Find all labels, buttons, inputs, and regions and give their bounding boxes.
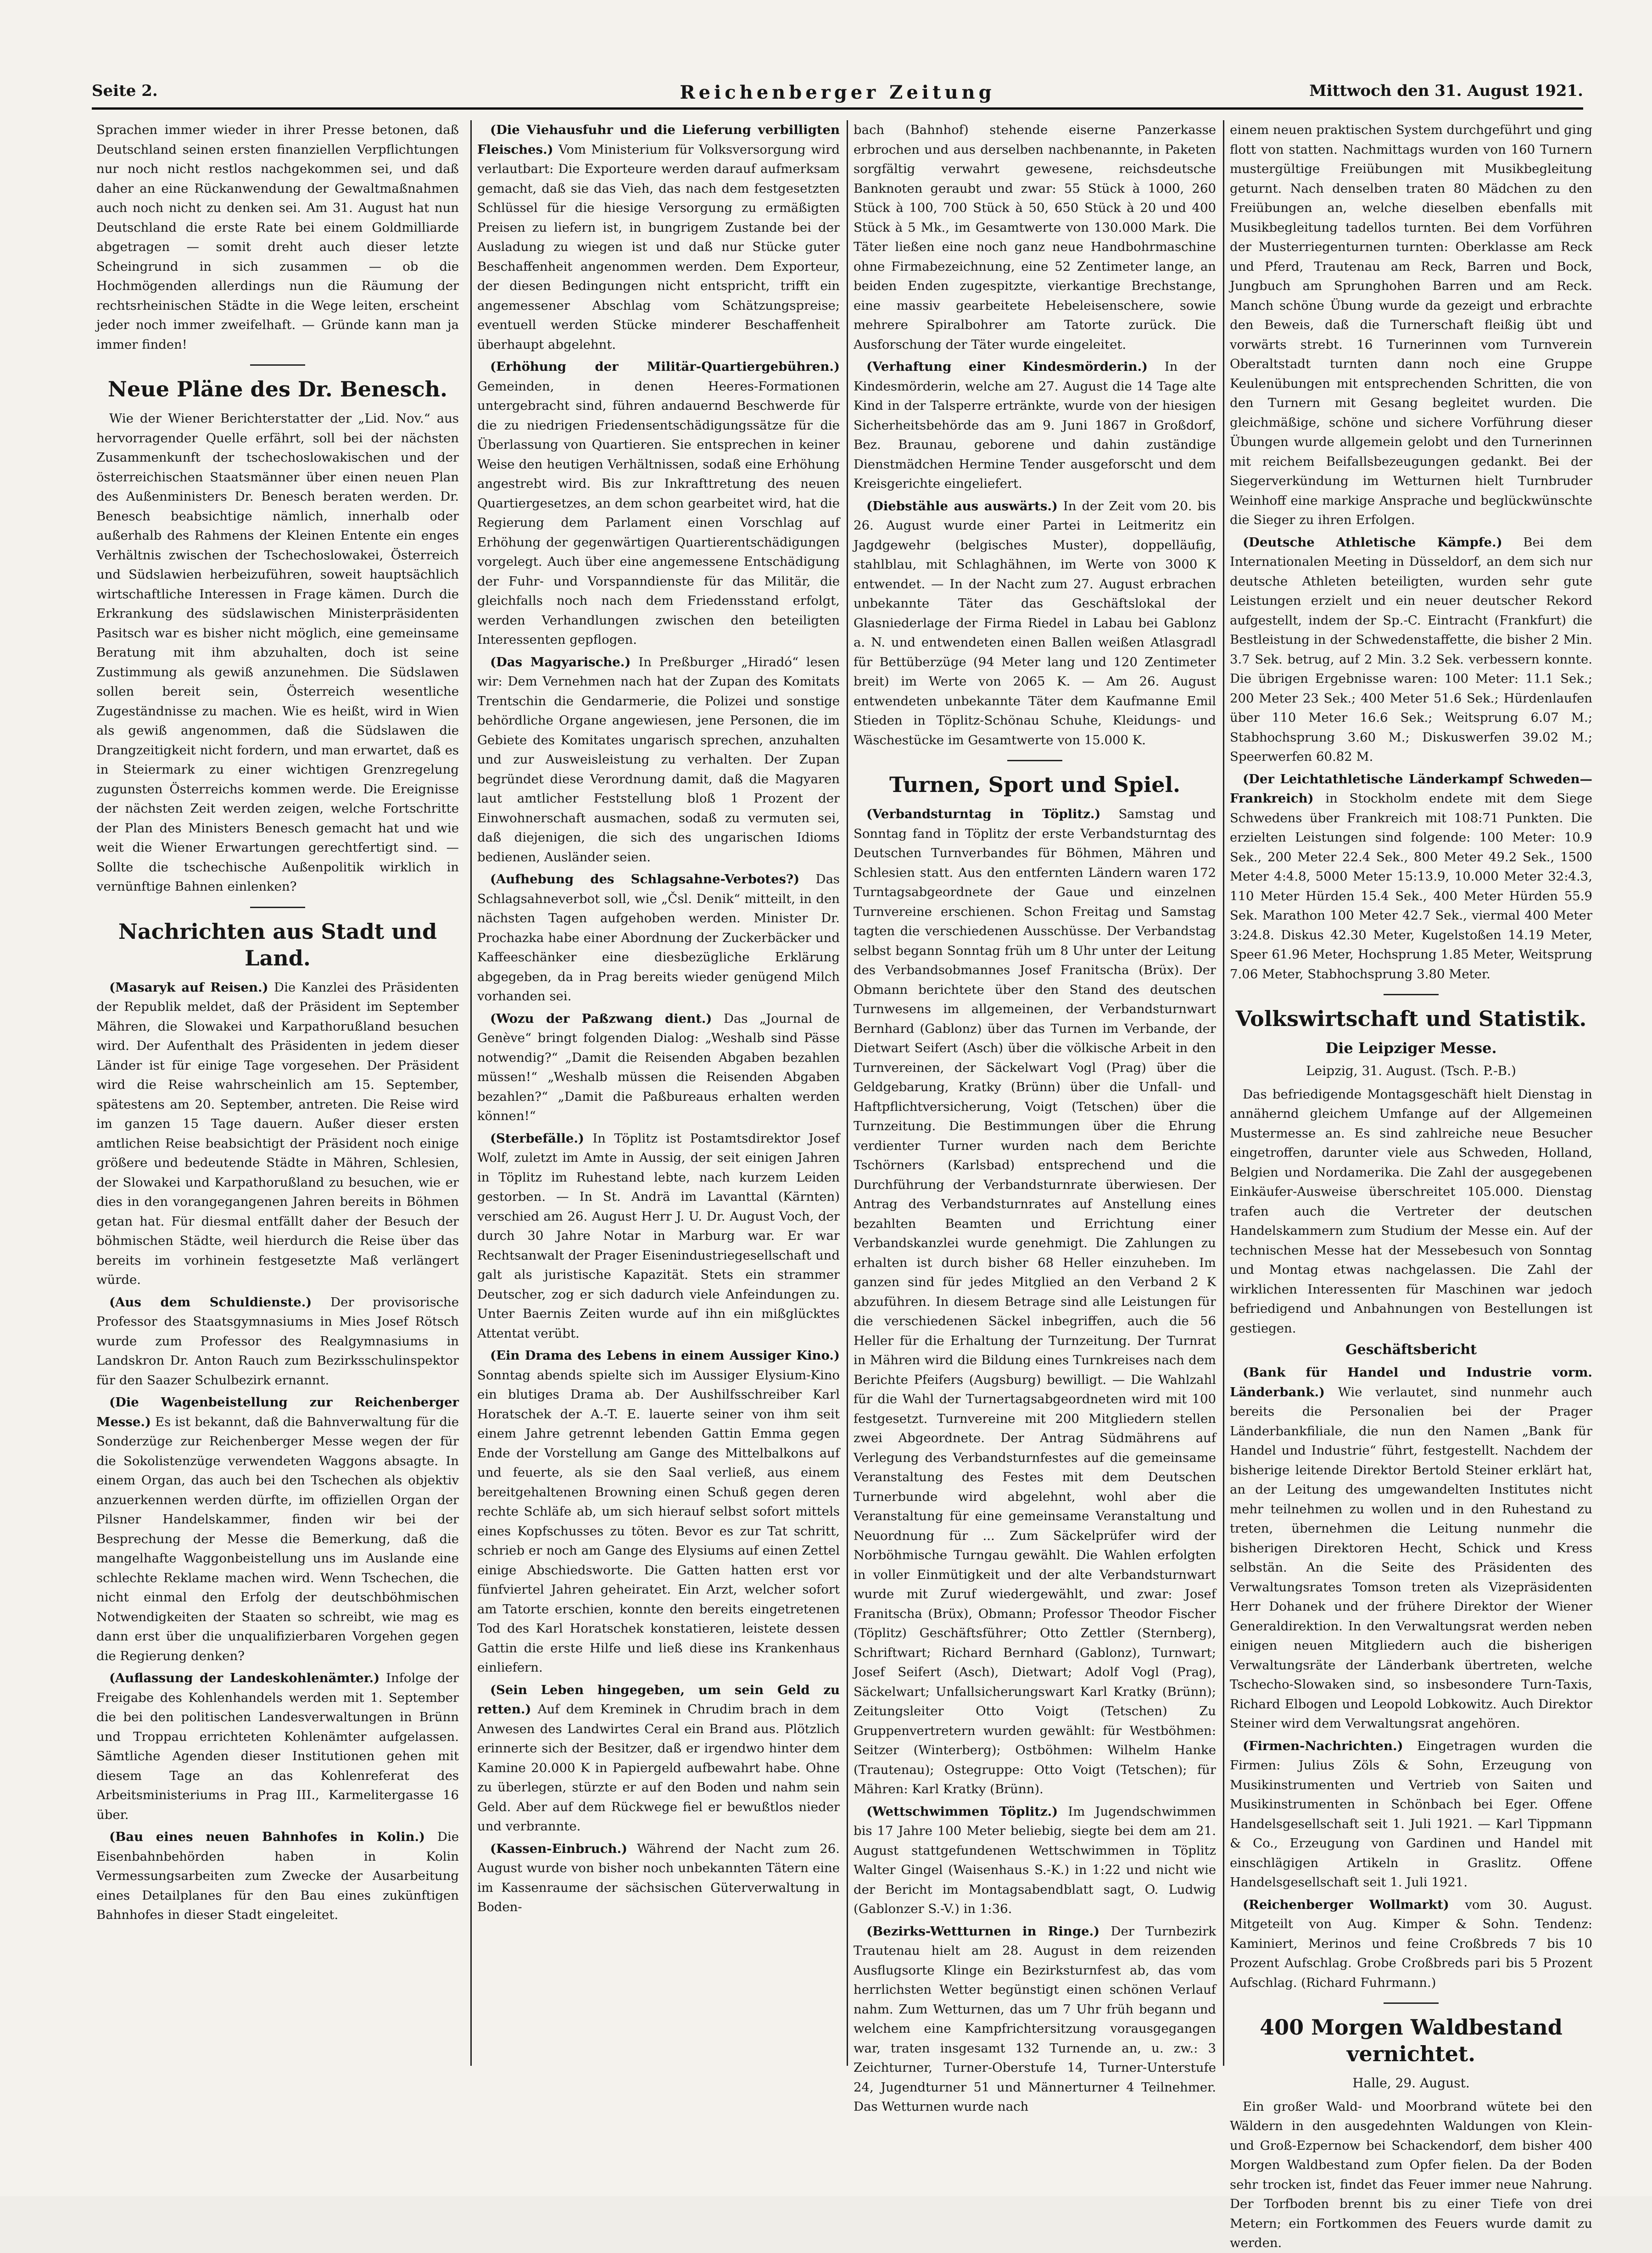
article-body: Das befriedigende Montagsgeschäft hielt Dienstag in annähernd gleichem Umfange auf der Allgemeinen Mustermesse an. Es sind zahlreiche neue Besucher eingetroffen, darunter viele aus Schweden, Holland, Belgien und Nordamerika. Die Zahl der ausgegebenen Einkäufer-Ausweise überschreitet 105.000. Dienstag trafen auch die Vertreter der deutschen Handelskammern zum Studium der Messe ein. Auf der technischen Messe hat der Messebesuch von Sonntag und Montag etwas nachgelassen. Die Zahl der wirklichen Interessenten für Maschinen war jedoch befriedigend und Anbahnungen von Bestellungen ist gestiegen. (1230, 1087, 1592, 1336)
news-item: (Masaryk auf Reisen.) Die Kanzlei des Präsidenten der Republik meldet, daß der Präsident im September Mähren, die Slowakei und Karpathorußland besuchen wird. Der Aufenthalt des Präsidenten in jedem dieser Länder ist für einige Tage vorgesehen. Der Präsident wird die Reise wahrscheinlich am 15. September, spätestens am 20. September, antreten. Die Reise wird im ganzen 15 Tage dauern. Außer dieser ersten amtlichen Reise beabsichtigt der Präsident noch einige größere und bedeutende Städte in Mähren, Schlesien, der Slowakei und Karpathorußland zu besuchen, wie er dies in den vorangegangenen Jahren bereits in Böhmen getan hat. Für diesmal entfällt daher der Besuch der böhmischen Städte, weil hierdurch die Reise über das bereits im vorhinein festgesetzte Maß verlängert würde. (96, 980, 459, 1287)
separator (250, 907, 305, 908)
news-item: (Erhöhung der Militär-Quartiergebühren.) Gemeinden, in denen Heeres-Formationen untergebracht sind, führen andauernd Beschwerde für die zu niedrigen Friedensentschädigungssätze für die Überlassung von Quartieren. Sie entsprechen in keiner Weise den heutigen Verhältnissen, sodaß eine Erhöhung angestrebt wird. Bis zur Inkrafttretung des neuen Quartiergesetzes, an dem schon gearbeitet wird, hat die Regierung dem Parlament einen Vorschlag auf Erhöhung der gegenwärtigen Quartierentschädigungen vorgelegt. Auch über eine angemessene Entschädigung der Fuhr- und Vorspanndienste für das Militär, die gleichfalls noch nach dem Friedensstand erfolgt, werden Verhandlungen zwischen den beteiligten Interessenten gepflogen. (477, 359, 840, 647)
article-continuation: bach (Bahnhof) stehende eiserne Panzerkasse erbrochen und aus derselben nachbenannte, in Paketen sorgfältig verwahrt gewesene, reichsdeutsche Banknoten geraubt und zwar: 55 Stück à 1000, 260 Stück à 100, 700 Stück à 50, 650 Stück à 20 und 400 Stück à 5 Mk., im Gesamtwerte von 130.000 Mark. Die Täter ließen eine noch ganz neue Handbohrmaschine ohne Firmabezeichnung, eine 52 Zentimeter lange, an beiden Enden zugespitzte, vierkantige Brechstange, eine massiv gearbeitete Hebeleisenschere, sowie mehrere Spiralbohrer am Tatorte zurück. Die Ausforschung der Täter wurde eingeleitet. (854, 123, 1216, 352)
news-item: (Sterbefälle.) In Töplitz ist Postamtsdirektor Josef Wolf, zuletzt im Amte in Aussig, der seit einigen Jahren in Töplitz im Ruhestand lebte, nach kurzem Leiden gestorben. — In St. Andrä im Lavanttal (Kärnten) verschied am 26. August Herr J. U. Dr. August Voch, der durch 30 Jahre Notar in Marburg war. Er war Rechtsanwalt der Prager Eisenindustriegesellschaft und galt als juristische Kapazität. Stets ein strammer Deutscher, zog er sich dadurch viele Anfeindungen zu. Unter Baernis Zeiten wurde auf ihn ein mißglücktes Attentat verübt. (477, 1131, 840, 1341)
separator (250, 364, 305, 366)
news-item: (Firmen-Nachrichten.) Eingetragen wurden die Firmen: Julius Zöls & Sohn, Erzeugung von Musikinstrumenten und Vertrieb von Saiten und Musikinstrumenten in Schönbach bei Eger. Offene Handelsgesellschaft seit 1. Juli 1921. — Karl Tippmann & Co., Erzeugung von Gardinen und Handel mit einschlägigen Artikeln in Graslitz. Offene Handelsgesellschaft seit 1. Juli 1921. (1230, 1738, 1592, 1890)
news-item: (Diebstähle aus auswärts.) In der Zeit vom 20. bis 26. August wurde einer Partei in Leitmeritz ein Jagdgewehr (belgisches Muster), doppelläufig, stahlblau, mit Schlaghähnen, im Werte von 3000 K entwendet. — In der Nacht zum 27. August erbrachen unbekannte Täter das Geschäftslokal der Glasniederlage der Firma Riedel in Labau bei Gablonz a. N. und entwendeten einen Ballen weißen Atlasgradl für Bettüberzüge (94 Meter lang und 120 Zentimeter breit) im Werte von 2065 K. — Am 26. August entwendeten unbekannte Täter dem Kaufmanne Emil Stieden in Töplitz-Schönau Schuhe, Kleidungs- und Wäschestücke im Gesamtwerte von 15.000 K. (854, 498, 1216, 747)
column-divider-3 (1223, 120, 1224, 2066)
issue-date: Mittwoch den 31. August 1921. (1309, 82, 1583, 100)
column-4 (1230, 120, 1593, 2250)
column-1 (96, 120, 459, 2066)
dateline: Halle, 29. August. (1352, 2075, 1470, 2091)
page-number: Seite 2. (92, 82, 158, 100)
news-item: (Verhaftung einer Kindesmörderin.) In der Kindesmörderin, welche am 27. August die 14 Tage alte Kind in der Talsperre ertränkte, wurde von der hiesigen Sicherheitsbehörde das am 9. Juni 1867 in Großdorf, Bez. Braunau, geborene und dahin zuständige Dienstmädchen Hermine Tender ausgeforscht und dem Kreisgerichte eingeliefert. (854, 359, 1216, 491)
separator (1384, 2002, 1439, 2004)
news-item: (Auflassung der Landeskohlenämter.) Infolge der Freigabe des Kohlenhandels werden mit 1. September die bei den politischen Landesverwaltungen in Brünn und Troppau errichteten Kohlenämter aufgelassen. Sämtliche Agenden dieser Institutionen gehen mit diesem Tage an das Kohlenreferat des Arbeitsministeriums in Prag III., Karmelitergasse 16 über. (96, 1671, 459, 1822)
news-item: (Deutsche Athletische Kämpfe.) Bei dem Internationalen Meeting in Düsseldorf, an dem sich nur deutsche Athleten beteiligten, wurden sehr gute Leistungen erzielt und ein neuer deutscher Rekord aufgestellt, indem der Sp.-C. Eintracht (Frankfurt) die Bestleistung in der Schwedenstaffette, die bisher 2 Min. 3.7 Sek. betrug, auf 2 Min. 3.2 Sek. verbessern konnte. Die übrigen Ergebnisse waren: 100 Meter: 11.1 Sek.; 200 Meter 23 Sek.; 400 Meter 51.6 Sek.; Hürdenlaufen über 110 Meter 16.6 Sek.; Weitsprung 6.07 M.; Stabhochsprung 3.60 M.; Diskuswerfen 39.02 M.; Speerwerfen 60.82 M. (1230, 535, 1592, 764)
column-divider-1 (470, 120, 472, 2066)
news-item: (Der Leichtathletische Länderkampf Schweden—Frankreich) in Stockholm endete mit dem Siege Schwedens über Frankreich mit 108:71 Punkten. Die erzielten Leistungen sind folgende: 100 Meter: 10.9 Sek., 200 Meter 22.4 Sek., 800 Meter 49.2 Sek., 1500 Meter 4:4.8, 5000 Meter 15:13.9, 10.000 Meter 32:4.3, 110 Meter Hürden 15.4 Sek., 400 Meter Hürden 55.9 Sek. Marathon 100 Meter 42.7 Sek., viermal 400 Meter 3:24.8. Diskus 42.30 Meter, Kugelstoßen 14.19 Meter, Speer 61.96 Meter, Hochsprung 1.85 Meter, Weitsprung 7.06 Meter, Stabhochsprung 3.80 Meter. (1230, 771, 1592, 982)
news-item: (Bezirks-Wettturnen in Ringe.) Der Turnbezirk Trautenau hielt am 28. August in dem reizenden Ausflugsorte Klinge ein Bezirksturnfest ab, das vom herrlichsten Wetter begünstigt einen schönen Verlauf nahm. Zum Wetturnen, das um 7 Uhr früh begann und welchem eine Kampfrichtersitzung vorausgegangen war, traten insgesamt 132 Turnende an, u. zw.: 3 Zeichturner, Turner-Oberstufe 14, Turner-Unterstufe 24, Jugendturner 51 und Männerturner 4 Teilnehmer. Das Wetturnen wurde nach (854, 1924, 1216, 2114)
news-item: (Das Magyarische.) In Preßburger „Hiradó“ lesen wir: Dem Vernehmen nach hat der Zupan des Komitats Trentschin die Gendarmerie, die Polizei und sonstige behördliche Organe angewiesen, jene Personen, die im Gebiete des Komitates ungarisch sprechen, anzuhalten und zur Ausweisleistung zu verhalten. Der Zupan begründet diese Verordnung damit, daß die Magyaren laut amtlicher Feststellung bloß 1 Prozent der Einwohnerschaft ausmachen, sodaß zu vermuten sei, daß diejenigen, die sich des ungarischen Idioms bedienen, Ausländer seien. (477, 654, 840, 864)
section-title: Turnen, Sport und Spiel. (889, 772, 1181, 797)
news-item: (Kassen-Einbruch.) Während der Nacht zum 26. August wurde von bisher noch unbekannten Tätern eine im Kassenraume der sächsischen Güterverwaltung in Boden- (477, 1841, 840, 1914)
column-2 (477, 120, 840, 2066)
dateline: Leipzig, 31. August. (Tsch. P.-B.) (1306, 1063, 1516, 1078)
header-rule (92, 107, 1583, 110)
separator (1384, 994, 1439, 995)
news-item: (Sein Leben hingegeben, um sein Geld zu retten.) Auf dem Kreminek in Chrudim brach in dem Anwesen des Landwirtes Ceral ein Brand aus. Plötzlich erinnerte sich der Besitzer, daß er irgendwo hinter dem Kamine 20.000 K in Papiergeld aufbewahrt habe. Ohne zu überlegen, stürzte er auf den Boden und nahm sein Geld. Aber auf dem Rückwege fiel er bewußtlos nieder und verbrannte. (477, 1682, 840, 1834)
subsection-title: Geschäftsbericht (1345, 1342, 1477, 1358)
news-item: (Reichenberger Wollmarkt) vom 30. August. Mitgeteilt von Aug. Kimper & Sohn. Tendenz: Kaminiert, Merinos und feine Croßbreds 7 bis 10 Prozent Aufschlag. Grobe Croßbreds pari bis 5 Prozent Aufschlag. (Richard Fuhrmann.) (1230, 1897, 1592, 1990)
news-item: (Verbandsturntag in Töplitz.) Samstag und Sonntag fand in Töplitz der erste Verbandsturntag des Deutschen Turnverbandes für Böhmen, Mähren und Schlesien statt. Aus den entfernten Ländern waren 172 Turntagsabgeordnete der Gaue und einzelnen Turnvereine erschienen. Schon Freitag und Samstag tagten die verschiedenen Ausschüsse. Der Verbandstag selbst begann Sonntag früh um 8 Uhr unter der Leitung des Verbandsobmannes Josef Franitscha (Brüx). Der Obmann berichtete über den Stand des deutschen Turnwesens im allgemeinen, der Verbandsturnwart Bernhard (Gablonz) über das Turnen im Verbande, der Dietwart Seifert (Asch) über die völkische Arbeit in den Turnvereinen, der Säckelwart Vogl (Prag) über die Geldgebarung, Kratky (Brünn) über die Unfall- und Haftpflichtversicherung, Voigt (Tetschen) über die Turnzeitung. Die Bestimmungen über die Ehrung verdienter Turner wurden nach dem Berichte Tschörners (Karlsbad) entsprechend und die Durchführung der Verbandsturnrate überwiesen. Der Antrag des Verbandsturnrates auf Anstellung eines bezahlten Beamten und Errichtung einer Verbandskanzlei wurde genehmigt. Die Zahlungen zu erhalten ist durch bisher 68 Heller einzuheben. Im ganzen sind für jedes Mitglied an den Verband 2 K abzuführen. In diesem Betrage sind alle Leistungen für die verschiedenen Säckel inbegriffen, auch die 56 Heller für die Erhaltung der Turnzeitung. Der Turnrat in Mähren wird die Bildung eines Turnkreises nach dem Berichte Pfeifers (Augsburg) bewilligt. — Die Wahlzahl für die Wahl der Turnertagsabgeordneten wird mit 100 festgesetzt. Turnvereine mit 200 Mitgliedern stellen zwei Abgeordnete. Der Antrag Südmährens auf Verlegung des Verbandsturnfestes auf die gemeinsame Veranstaltung des Festes mit dem Deutschen Turnerbunde wird abgelehnt, wohl aber die Veranstaltung für eine gemeinsame Veranstaltung und Neuordnung für ... Zum Säckelprüfer wird der Norböhmische Turngau gewählt. Die Wahlen erfolgten in voller Einmütigkeit und der alte Verbandsturnwart wurde mit Zuruf wiedergewählt, und zwar: Josef Franitscha (Brüx), Obmann; Professor Theodor Fischer (Töplitz) Geschäftsführer; Otto Zettler (Sternberg), Schriftwart; Richard Bernhard (Gablonz), Turnwart; Josef Seifert (Asch), Dietwart; Adolf Vogl (Prag), Säckelwart; Unfallsicherungswart Karl Kratky (Brünn); Zeitungsleiter Otto Voigt (Tetschen) Zu Gruppenvertretern wurden gewählt: für Westböhmen: Seitzer (Winterberg); Ostböhmen: Wilhelm Hanke (Trautenau); Ostegruppe: Otto Voigt (Tetschen); für Mähren: Karl Kratky (Brünn). (854, 807, 1216, 1796)
news-item: (Die Wagenbeistellung zur Reichenberger Messe.) Es ist bekannt, daß die Bahnverwaltung für die Sonderzüge zur Reichenberger Messe wegen der für die Sokolistenzüge verwendeten Waggons absagte. In einem Organ, das auch bei den Tschechen als objektiv anzuerkennen werden dürfte, im offiziellen Organ der Pilsner Handelskammer, finden wir bei der Besprechung der Messe die Bemerkung, daß die mangelhafte Waggonbeistellung uns im Auslande eine schlechte Reklame machen wird. Wenn Tschechen, die nicht einmal den Erfolg der deutschböhmischen Notwendigkeiten der Staaten so schreibt, wie mag es dann erst über die unqualifizierbaren Vorgehen gegen die Regierung denken? (96, 1395, 459, 1663)
section-title: Volkswirtschaft und Statistik. (1235, 1006, 1587, 1031)
news-item: (Bau eines neuen Bahnhofes in Kolin.) Die Eisenbahnbehörden haben in Kolin Vermessungsarbeiten zum Zwecke der Ausarbeitung eines Detailplanes für den Bau eines zukünftigen Bahnhofes in dieser Stadt eingeleitet. (96, 1829, 459, 1922)
news-item: (Wozu der Paßzwang dient.) Das „Journal de Genève“ bringt folgenden Dialog: „Weshalb sind Pässe notwendig?“ „Damit die Reisenden Abgaben bezahlen müssen!“ „Weshalb müssen die Reisenden Abgaben bezahlen?“ „Damit die Paßbureaus erhalten werden können!“ (477, 1011, 840, 1123)
news-item: (Wettschwimmen Töplitz.) Im Jugendschwimmen bis 17 Jahre 100 Meter beliebig, siegte bei dem am 21. August stattgefundenen Wettschwimmen in Töplitz Walter Gingel (Waisenhaus S.-K.) in 1:22 und nicht wie der Bericht im Montagsabendblatt sagt, O. Ludwig (Gablonzer S.-V.) in 1:36. (854, 1804, 1216, 1916)
column-3 (854, 120, 1216, 2114)
article-body: Wie der Wiener Berichterstatter der „Lid. Nov.“ aus hervorragender Quelle erfährt, soll bei der nächsten Zusammenkunft der tschechoslowakischen und der österreichischen Staatsmänner über einen neuen Plan des Außenministers Dr. Benesch beraten werden. Dr. Benesch beabsichtige nämlich, innerhalb oder außerhalb des Rahmens der Kleinen Entente ein enges Verhältnis zwischen der Tschechoslowakei, Österreich und Südslawien herbeizuführen, soweit hauptsächlich wirtschaftliche Interessen in Frage kämen. Durch die Erkrankung des südslawischen Ministerpräsidenten Pasitsch war es bisher nicht möglich, eine gemeinsame Beratung mit ihm abzuhalten, doch ist seine Zustimmung als gewiß anzunehmen. Die Südslawen sollen bereit sein, Österreich wesentliche Zugeständnisse zu machen. Wie es heißt, wird in Wien als gewiß angenommen, daß die Südslawen die Drangzeitigkeit nicht fordern, und man erwartet, daß es in Steiermark zu einer wichtigen Grenzregelung zugunsten Österreichs kommen werde. Die Ereignisse der nächsten Zeit werden zeigen, welche Fortschritte der Plan des Ministers Benesch gemacht hat und wie weit die Wiener Erwartungen gerechtfertigt sind. — Sollte die tschechische Außenpolitik wirklich in vernünftige Bahnen einlenken? (96, 411, 459, 894)
article-body: Ein großer Wald- und Moorbrand wütete bei den Wäldern in den ausgedehnten Waldungen von Klein- und Groß-Ezpernow bei Schackendorf, dem bisher 400 Morgen Waldbestand zum Opfer fielen. Da der Boden sehr trocken ist, findet das Feuer immer neue Nahrung. Der Torfboden brennt bis zu einer Tiefe von drei Metern; ein Fortkommen des Feuers wurde damit zu werden. (1230, 2099, 1592, 2250)
news-item: (Bank für Handel und Industrie vorm. Länderbank.) Wie verlautet, sind nunmehr auch bereits die Personalien bei der Prager Länderbankfiliale, die nun den Namen „Bank für Handel und Industrie“ führt, festgestellt. Nachdem der bisherige leitende Direktor Bertold Steiner erklärt hat, an der Leitung des umgewandelten Institutes nicht mehr teilnehmen zu wollen und in den Ruhestand zu treten, übernehmen die Leitung nunmehr die bisherigen Direktoren Hecht, Schick und Kress selbstän. An die Seite des Präsidenten des Verwaltungsrates Tomson treten als Vizepräsidenten Herr Dohanek und der frühere Direktor der Wiener Generaldirektion. In den Verwaltungsrat werden neben einigen neuen Mitgliedern auch die bisherigen Verwaltungsräte der Länderbank übertreten, welche Tschecho-Slowaken sind, so insbesondere Turn-Taxis, Richard Elbogen und Leopold Lobkowitz. Auch Direktor Steiner wird dem Verwaltungsrat angehören. (1230, 1365, 1592, 1731)
article-continuation: Sprachen immer wieder in ihrer Presse betonen, daß Deutschland seinen ersten finanziellen Verpflichtungen nur noch nicht restlos nachgekommen sei, und daß daher an eine Rückanwendung der Gewaltmaßnahmen auch noch nicht zu denken sei. Am 31. August hat nun Deutschland die erste Rate bei einem Goldmilliarde abgetragen — somit dreht auch dieser letzte Scheingrund in sich zusammen — ob die Hochmögenden allerdings nun die Räumung der rechtsrheinischen Städte in die Wege leiten, erscheint jeder noch immer zweifelhaft. — Gründe kann man ja immer finden! (96, 123, 459, 352)
newspaper-title: Reichenberger Zeitung (680, 82, 995, 103)
news-item: (Aus dem Schuldienste.) Der provisorische Professor des Staatsgymnasiums in Mies Josef Rötsch wurde zum Professor des Realgymnasiums in Landskron Dr. Anton Rauch zum Bezirksschulinspektor für den Saazer Schulbezirk ernannt. (96, 1294, 459, 1388)
column-divider-2 (847, 120, 848, 2066)
page-header (92, 82, 1583, 104)
news-item: (Die Viehausfuhr und die Lieferung verbilligten Fleisches.) Vom Ministerium für Volksversorgung wird verlautbart: Die Exporteure werden darauf aufmerksam gemacht, daß sie das Vieh, das nach dem festgesetzten Schlüssel für die hiesige Versorgung zu ermäßigten Preisen zu liefern ist, in bungrigem Zustande bei der Ausladung zu wiegen ist und daß nur Stücke guter Beschaffenheit angenommen werden. Dem Exporteur, der diesen Bedingungen nicht entspricht, trifft ein angemessener Abschlag vom Schätzungspreise; eventuell werden Stücke minderer Beschaffenheit überhaupt abgelehnt. (477, 123, 840, 352)
subsection-title: Die Leipziger Messe. (1325, 1039, 1497, 1057)
article-title: Neue Pläne des Dr. Benesch. (107, 377, 448, 402)
section-title: Nachrichten aus Stadt und Land. (118, 919, 437, 970)
separator (1007, 760, 1062, 761)
article-continuation: einem neuen praktischen System durchgeführt und ging flott von statten. Nachmittags wurden von 160 Turnern mustergültige Freiübungen mit Musikbegleitung geturnt. Nach denselben traten 80 Mädchen zu den Freiübungen an, welche dieselben ebenfalls mit Musikbegleitung tadellos turnten. Bei dem Vorführen der Musterriegenturnen turnten: Oberklasse am Reck und Pferd, Trautenau am Reck, Barren und Bock, Jungbuch am Sprunghohen Barren und am Reck. Manch schöne Übung wurde da gezeigt und erbrachte den Beweis, daß die Turnerschaft fleißig übt und vorwärts strebt. 16 Turnerinnen vom Turnverein Oberaltstadt turnten dann noch eine Gruppe Keulenübungen mit entsprechenden Schritten, die von den Turnern mit Gesang begleitet wurden. Die gleichmäßige, schöne und sichere Vorführung dieser Übungen wurde allgemein gelobt und den Turnerinnen mit reichem Beifallsbezeugungen gedankt. Bei der Siegerverkündung im Wetturnen hielt Turnbruder Weinhoff eine markige Ansprache und beglückwünschte die Sieger zu ihren Erfolgen. (1230, 123, 1593, 527)
article-title: 400 Morgen Waldbestand vernichtet. (1260, 2015, 1563, 2066)
news-item: (Ein Drama des Lebens in einem Aussiger Kino.) Sonntag abends spielte sich im Aussiger Elysium-Kino ein blutiges Drama ab. Der Aushilfsschreiber Karl Horatschek der A.-T. E. lauerte seiner von ihm seit einem Jahre getrennt lebenden Gattin Emma gegen Ende der Vorstellung am Gange des Mittelbalkons auf und feuerte, als sie den Saal verließ, aus einem bereitgehaltenen Browning einen Schuß gegen deren rechte Schläfe ab, um sich hierauf selbst sofort mittels eines Kopfschusses zu töten. Bevor es zur Tat schritt, schrieb er noch am Gange des Elysiums auf einen Zettel einige Abschiedsworte. Die Gatten hatten erst vor fünfviertel Jahren geheiratet. Ein Arzt, welcher sofort am Tatorte erschien, konnte den bereits eingetretenen Tod des Karl Horatschek konstatieren, leistete dessen Gattin die erste Hilfe und ließ diese ins Krankenhaus einliefern. (477, 1348, 840, 1675)
news-item: (Aufhebung des Schlagsahne-Verbotes?) Das Schlagsahneverbot soll, wie „Čsl. Denik“ mitteilt, in den nächsten Tagen aufgehoben werden. Minister Dr. Prochazka habe einer Abordnung der Zuckerbäcker und Kaffeeschänker eine diesbezügliche Erklärung abgegeben, da in Prag bereits wieder genügend Milch vorhanden sei. (477, 872, 840, 1004)
